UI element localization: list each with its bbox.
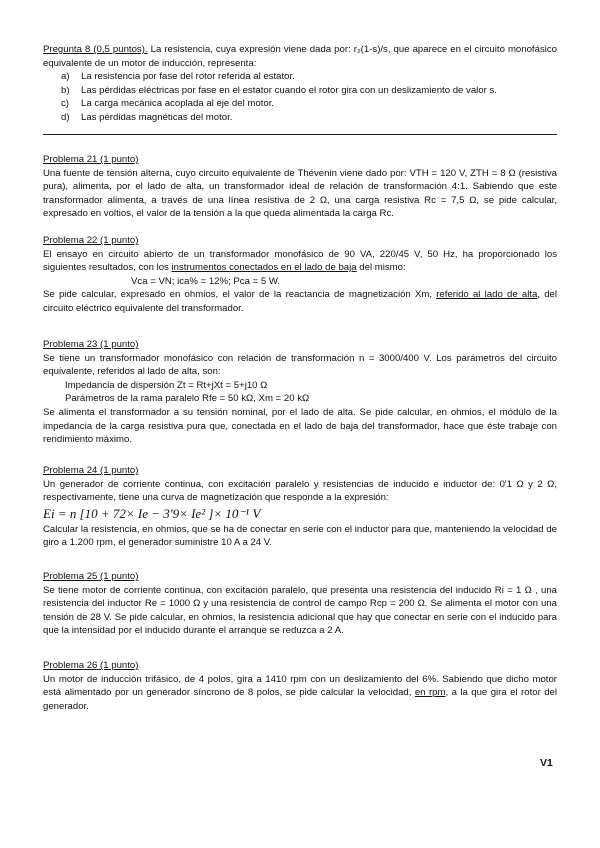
problem-25: Problema 25 (1 punto) Se tiene motor de corriente continua, con excitación paralelo, que presenta una resistencia del inducido Ri = 1 Ω , una resistencia del inductor Re = 1000 Ω y una resistencia de control de campo Rcp = 200 Ω. Se alimenta el motor con una tensión de 28 V. Se pide calcular, en ohmios, la resistencia adicional que hay que conectar en serie con el inducido para que la intensidad por el inducido durante el arranque se reduzca a 2 A. (43, 571, 557, 637)
question-8-title: Pregunta 8 (0,5 puntos). (43, 44, 148, 55)
option-a: a) La resistencia por fase del rotor referida al estator. (61, 71, 295, 83)
problem-21-title: Problema 21 (1 punto) (43, 154, 139, 165)
parallel-branch-line: Parámetros de la rama paralelo Rfe = 50 kΩ, Xm = 20 kΩ (65, 393, 310, 405)
problem-26: Problema 26 (1 punto) Un motor de inducción trifásico, de 4 polos, gira a 1410 rpm con un deslizamiento del 6%. Sabiendo que dicho motor está alimentado por un generador síncrono de 8 polos, se pide calcular la velocidad, en rpm, a la que gira el rotor del generador. (43, 660, 557, 712)
option-c: c) La carga mecánica acoplada al eje del motor. (61, 98, 275, 110)
problem-21 (43, 153, 557, 221)
option-d: d) Las pérdidas magnéticas del motor. (61, 111, 233, 123)
underlined-phrase: en rpm (414, 687, 446, 699)
impedance-line: Impedancia de dispersión Zt = Rt+jXt = 5+j10 Ω (65, 379, 268, 391)
problem-22: Problema 22 (1 punto) El ensayo en circuito abierto de un transformador monofásico de 90 VA, 220/45 V, 50 Hz, ha proporcionado los siguientes resultados, con los instrumentos conectados en el lado de baja del mismo: Vca = VN; ica% = 12%; Pca = 5 W. Se pide calcular, expresado en ohmios, el valor de la reactancia de magnetización Xm, referido al lado de alta, del circuito eléctrico equivalente del transformador. (43, 235, 557, 314)
magnetization-formula: Ei = n [10 + 72× Ie − 3'9× Ie² ]× 10⁻¹ V (43, 505, 261, 521)
question-8-text: La resistencia, cuya expresión viene dada por: r₂(1-s)/s, que aparece en el circuito monofásico equivalente de un motor de inducción, representa: (43, 44, 557, 69)
problem-22-title: Problema 22 (1 punto) (43, 235, 139, 246)
underlined-phrase: instrumentos conectados en el lado de baja (171, 262, 357, 274)
problem-26-title: Problema 26 (1 punto) (43, 660, 139, 671)
problem-23-title: Problema 23 (1 punto) (43, 339, 139, 350)
problem-24: Problema 24 (1 punto) Un generador de corriente continua, con excitación paralelo y resistencias de inducido e inductor de: 0'1 Ω y 2 Ω, respectivamente, tiene una curva de magnetización que responde a la expresión: Ei = n [10 + 72× Ie − 3'9× Ie² ]× 10⁻¹ V Calcular la resistencia, en ohmios, que se ha de conectar en serie con el inductor para que, manteniendo la velocidad de giro a 1.200 rpm, el generador suministre 10 A a 24 V. (43, 465, 557, 549)
problem-25-title: Problema 25 (1 punto) (43, 571, 139, 582)
problem-24-title: Problema 24 (1 punto) (43, 465, 139, 476)
question-8-options (43, 70, 557, 124)
test-results: Vca = VN; ica% = 12%; Pca = 5 W. (131, 275, 281, 287)
option-b: b) Las pérdidas eléctricas por fase en el estator cuando el rotor gira con un deslizamiento de valor s. (61, 84, 497, 96)
version-label: V1 (540, 757, 553, 769)
problem-23: Problema 23 (1 punto) Se tiene un transformador monofásico con relación de transformación n = 3000/400 V. Los parámetros del circuito equivalente, referidos al lado de alta, son: Impedancia de dispersión Zt = Rt+jXt = 5+j10 Ω Parámetros de la rama paralelo Rfe = 50 kΩ, Xm = 20 kΩ Se alimenta el transformador a su tensión nominal, por el lado de alta. Se pide calcular, en ohmios, el módulo de la impedancia de la carga resistiva pura que, conectada en el lado de baja del transformador, hace que éste trabaje con rendimiento máximo. (43, 339, 557, 446)
question-8 (43, 43, 557, 125)
underlined-phrase: referido al lado de alta (436, 289, 538, 301)
problem-21-text: Una fuente de tensión alterna, cuyo circuito equivalente de Thévenin viene dado por: VTH = 120 V, ZTH = 8 Ω (resistiva pura), alimenta, por el lado de alta, un transformador ideal de relación de transformación 4:1. Sabiendo que este transformador alimenta, a través de una línea resistiva de 2 Ω, una carga resistiva Rc = 7,5 Ω, se pide calcular, expresado en voltios, el valor de la tensión a la que queda alimentada la carga Rc. (43, 167, 557, 220)
divider (43, 134, 557, 135)
